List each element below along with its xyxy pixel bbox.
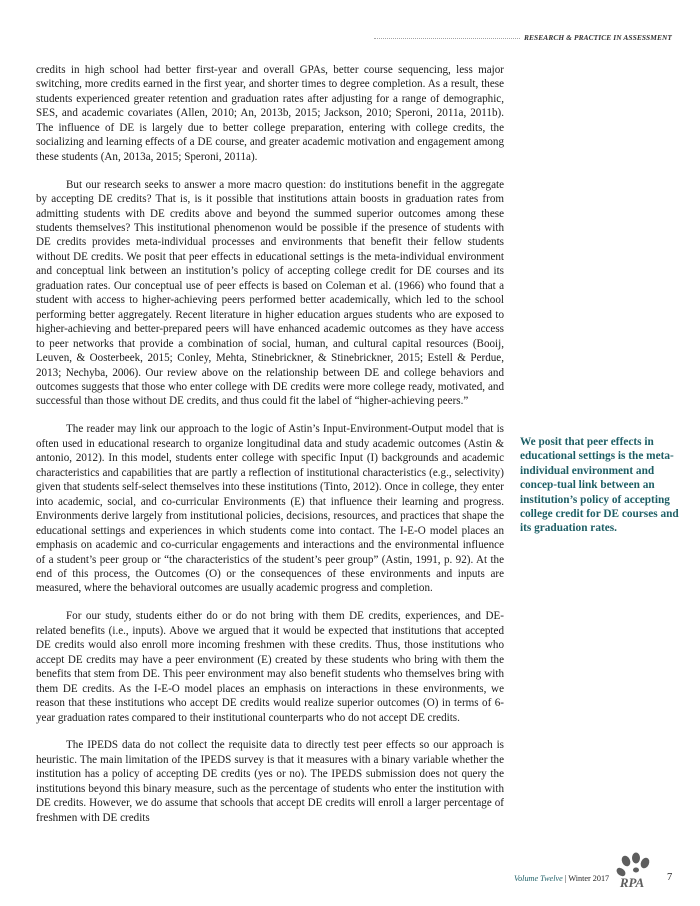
body-paragraph-1: credits in high school had better first-year and overall GPAs, better course sequencing, less major switching, more credits earned in the first year, and shorter times to degree completion. As a result, these students experienced greater retention and graduation rates after adjusting for a range of demographic, SES, and academic covariates (Allen, 2010; An, 2013b, 2015; Jackson, 2010; Speroni, 2011a, 2011b). The influence of DE is largely due to better college preparation, entering with college credits, the socializing and learning effects of a DE course, and greater academic motivation and engagement among these students (An, 2013a, 2015; Speroni, 2011a). <box>36 64 504 163</box>
page-number: 7 <box>667 872 673 883</box>
body-paragraph-4: For our study, students either do or do not bring with them DE credits, experiences, and DE-related benefits (i.e., inputs). Above we argued that it would be expected that institutions that accepted DE credits would also enroll more incoming freshmen with these credits. Thus, those institutions who accept DE credits may have a peer environment (E) created by these students who bring with them the benefits that stem from DE. This peer environment may also benefit students who themselves bring with them DE credits. As the I-E-O model places an emphasis on interactions in these environments, we reason that these institutions who accept DE credits would realize superior outcomes (O) in terms of 6-year graduation rates compared to their institutional counterparts who do not accept DE credits. <box>36 610 504 724</box>
pull-quote: We posit that peer effects in educational settings is the meta-individual environment and concep-tual link between an institution’s policy of accepting college credit for DE courses and its graduation rates. <box>520 436 679 535</box>
rpa-logo-icon <box>612 852 656 892</box>
article-body <box>36 63 504 839</box>
page-footer <box>514 874 609 883</box>
rpa-logo-text: RPA <box>619 875 645 890</box>
body-paragraph-5: The IPEDS data do not collect the requisite data to directly test peer effects so our approach is heuristic. The main limitation of the IPEDS survey is that it measures with a binary variable whether the institution has a policy of accepting DE credits (yes or no). The IPEDS submission does not query the institutions beyond this binary measure, such as the percentage of students who enter the institution with DE credits. However, we do assume that schools that accept DE credits will enroll a larger percentage of freshmen with DE credits <box>36 739 504 824</box>
header-dotted-rule <box>374 38 520 39</box>
footer-volume: Volume Twelve <box>514 874 563 883</box>
running-header: RESEARCH & PRACTICE IN ASSESSMENT <box>524 33 673 42</box>
body-paragraph-2: But our research seeks to answer a more macro question: do institutions benefit in the aggregate by accepting DE credits? That is, is it possible that institutions attain boosts in graduation rates from admitting students with DE credits above and beyond the summed superior outcomes among these students themselves? This institutional phenomenon would be possible if the presence of students with DE credits provides meta-individual processes and environments that benefit their fellow students without DE credits. We posit that peer effects in educational settings is the meta-individual environment and conceptual link between an institution’s policy of accepting college credit for DE courses and its graduation rates. Our conceptual use of peer effects is based on Coleman et al. (1966) who found that a student with access to higher-achieving peers performed better academically, which led to the school performing better aggregately. Recent literature in higher education argues students who are exposed to higher-achieving and better-prepared peers will have enhanced academic outcomes as they have access to peer networks that provide a combination of social, human, and cultural capital resources (Booij, Leuven, & Oosterbeek, 2015; Conley, Mehta, Stinebrickner, & Stinebrickner, 2015; Estell & Perdue, 2013; Nechyba, 2006). Our review above on the relationship between DE and college behaviors and outcomes suggests that those who enter college with DE credits were more college ready, motivated, and successful than those without DE credits, and thus could fit the label of “higher-achieving peers.” <box>36 178 504 408</box>
footer-separator: | <box>562 874 569 883</box>
footer-issue: Winter 2017 <box>568 874 610 883</box>
body-paragraph-3: The reader may link our approach to the logic of Astin’s Input-Environment-Output model that is often used in educational research to organize longitudinal data and study academic outcomes (Astin & antonio, 2012). In this model, students enter college with specific Input (I) backgrounds and academic characteristics and capabilities that are partly a reflection of institutional characteristics (e.g., selectivity) given that students self-select themselves into these institutions (Tinto, 2012). Once in college, they enter into academic, social, and co-curricular Environments (E) that influence their learning and progress. Environments derive largely from institutional policies, decisions, resources, and practices that shape the educational settings and experiences in which students come into contact. The I-E-O model places an emphasis on academic and co-curricular engagements and interactions and the environmental influence of a student’s peer group or “the characteristics of the student’s peer group” (Astin, 1991, p. 92). At the end of this process, the Outcomes (O) or the consequences of these environments and inputs are measured, where the behavioral outcomes are usually academic progress and completion. <box>36 423 504 595</box>
